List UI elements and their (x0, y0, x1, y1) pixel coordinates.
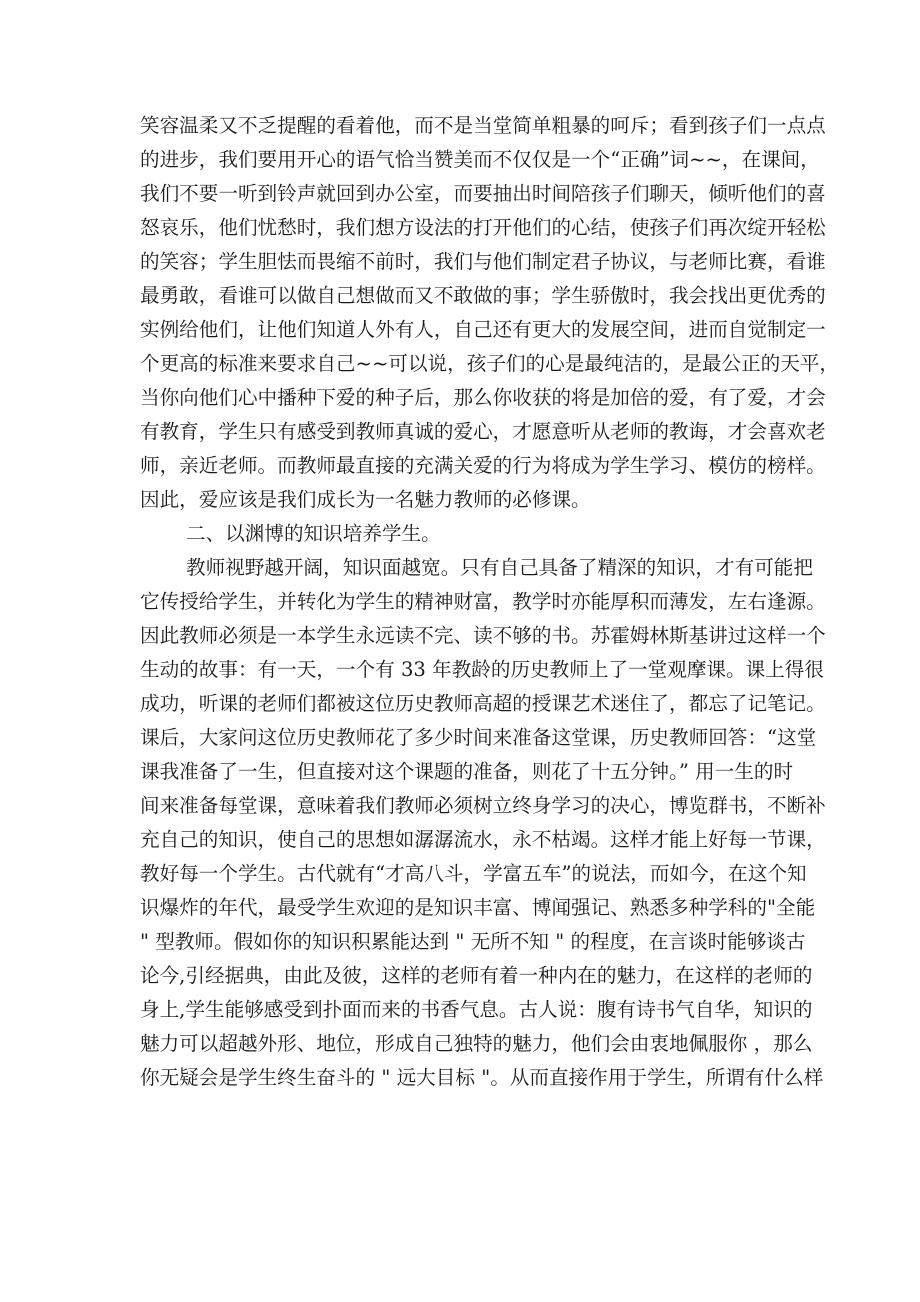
text-line: 魅力可以超越外形、地位，形成自己独特的魅力，他们会由衷地佩服你 ，那么 (140, 1032, 813, 1055)
text-line: 识爆炸的年代，最受学生欢迎的是知识丰富、博闻强记、熟悉多种学科的"全能 (140, 896, 816, 919)
text-line: 教师视野越开阔，知识面越宽。只有自己具备了精深的知识，才有可能把 (186, 556, 813, 579)
paragraph-knowledge (140, 551, 826, 1095)
text-line: 笑容温柔又不乏提醒的看着他，而不是当堂简单粗暴的呵斥；看到孩子们一点点 (140, 114, 826, 137)
document-body (140, 109, 840, 1095)
text-line: 课后，大家问这位历史教师花了多少时间来准备这堂课，历史教师回答：“这堂 (140, 726, 817, 749)
text-line: 充自己的知识，使自己的思想如潺潺流水，永不枯竭。这样才能上好每一节课， (140, 828, 826, 851)
text-line: 间来准备每堂课，意味着我们教师必须树立终身学习的决心，博览群书，不断补 (140, 794, 826, 817)
text-line: 论今,引经据典，由此及彼，这样的老师有着一种内在的魅力，在这样的老师的 (140, 964, 813, 987)
text-line: 实例给他们，让他们知道人外有人，自己还有更大的发展空间，进而自觉制定一 (140, 318, 826, 341)
text-line: 因此，爱应该是我们成长为一名魅力教师的必修课。 (140, 488, 591, 511)
text-line: 的进步，我们要用开心的语气恰当赞美而不仅仅是一个“正确”词~~，在课间， (140, 148, 820, 171)
text-line: 它传授给学生，并转化为学生的精神财富，教学时亦能厚积而薄发，左右逢源。 (140, 590, 826, 613)
text-line: 当你向他们心中播种下爱的种子后，那么你收获的将是加倍的爱，有了爱，才会 (140, 386, 826, 409)
text-line: 课我准备了一生，但直接对这个课题的准备，则花了十五分钟。” 用一生的时 (140, 760, 794, 783)
text-line: " 型教师。假如你的知识积累能达到 " 无所不知 " 的程度，在言谈时能够谈古 (140, 930, 806, 953)
section-heading: 二、以渊博的知识培养学生。 (186, 522, 441, 545)
text-line: 的笑容；学生胆怯而畏缩不前时，我们与他们制定君子协议，与老师比赛，看谁 (140, 250, 826, 273)
text-line: 成功，听课的老师们都被这位历史教师高超的授课艺术迷住了，都忘了记笔记。 (140, 692, 826, 715)
text-line: 我们不要一听到铃声就回到办公室，而要抽出时间陪孩子们聊天，倾听他们的喜 (140, 182, 826, 205)
text-line: 生动的故事：有一天，一个有 33 年教龄的历史教师上了一堂观摩课。课上得很 (140, 658, 824, 681)
paragraph-love (140, 109, 840, 517)
text-line: 怒哀乐，他们忧愁时，我们想方设法的打开他们的心结，使孩子们再次绽开轻松 (140, 216, 826, 239)
text-line: 你无疑会是学生终生奋斗的 " 远大目标 "。从而直接作用于学生，所谓有什么样 (140, 1066, 824, 1089)
text-line: 最勇敢，看谁可以做自己想做而又不敢做的事；学生骄傲时，我会找出更优秀的 (140, 284, 826, 307)
text-line: 因此教师必须是一本学生永远读不完、读不够的书。苏霍姆林斯基讲过这样一个 (140, 624, 826, 647)
text-line: 师，亲近老师。而教师最直接的充满关爱的行为将成为学生学习、模仿的榜样。 (140, 454, 826, 477)
text-line: 身上,学生能够感受到扑面而来的书香气息。古人说：腹有诗书气自华，知识的 (140, 998, 813, 1021)
text-line: 个更高的标准来要求自己~~可以说，孩子们的心是最纯洁的，是最公正的天平， (140, 352, 840, 375)
text-line: 有教育，学生只有感受到教师真诚的爱心，才愿意听从老师的教诲，才会喜欢老 (140, 420, 826, 443)
text-line: 教好每一个学生。古代就有“才高八斗，学富五车”的说法，而如今，在这个知 (140, 862, 807, 885)
